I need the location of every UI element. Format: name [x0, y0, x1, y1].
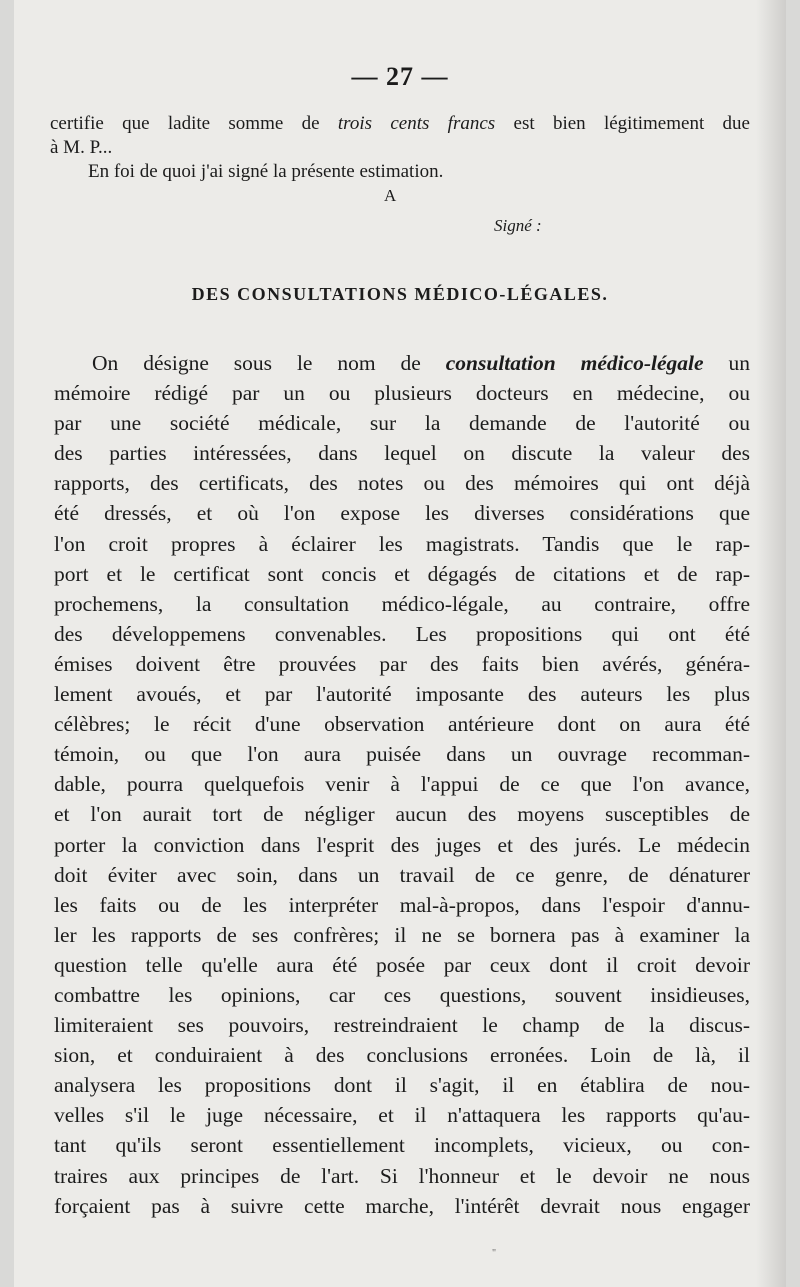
body-line: forçaient pas à suivre cette marche, l'intérêt devrait nous engager	[54, 1193, 750, 1218]
body-paragraph	[54, 348, 750, 1221]
certificate-line-2: à M. P...	[50, 137, 113, 158]
body-line: combattre les opinions, car ces questions, souvent insidieuses,	[54, 982, 750, 1007]
body-line: des développemens convenables. Les propositions qui ont été	[54, 621, 750, 646]
body-line: question telle qu'elle aura été posée par ceux dont il croit devoir	[54, 952, 750, 977]
body-line: doit éviter avec soin, dans un travail de ce genre, de dénaturer	[54, 862, 750, 887]
body-line: des parties intéressées, dans lequel on discute la valeur des	[54, 441, 750, 466]
text-span: certifie que ladite somme de	[50, 113, 338, 134]
body-line: les faits ou de les interpréter mal-à-propos, dans l'espoir d'annu-	[54, 892, 750, 917]
body-line: mémoire rédigé par un ou plusieurs docteurs en médecine, ou	[54, 381, 750, 406]
footer-mark: "	[492, 1248, 497, 1259]
body-line: analysera les propositions dont il s'agit, il en établira de nou-	[54, 1073, 750, 1098]
body-line: ler les rapports de ses confrères; il ne se bornera pas à examiner la	[54, 922, 750, 947]
body-line: tant qu'ils seront essentiellement incomplets, vicieux, ou con-	[54, 1133, 750, 1158]
body-line: été dressés, et où l'on expose les diverses considérations que	[54, 501, 750, 526]
a-mark: A	[384, 186, 397, 205]
body-line: l'on croit propres à éclairer les magistrats. Tandis que le rap-	[54, 531, 750, 556]
body-line: port et le certificat sont concis et dégagés de citations et de rap-	[54, 561, 750, 586]
body-line: rapports, des certificats, des notes ou des mémoires qui ont déjà	[54, 471, 750, 496]
italic-amount: trois cents francs	[337, 113, 496, 134]
body-line: prochemens, la consultation médico-légale, au contraire, offre	[54, 591, 750, 616]
certificate-line-3: En foi de quoi j'ai signé la présente estimation.	[88, 161, 444, 182]
document-page	[14, 0, 786, 1287]
certificate-line-1	[50, 112, 750, 136]
section-title: DES CONSULTATIONS MÉDICO-LÉGALES.	[191, 284, 609, 304]
italic-term: consultation médico-légale	[445, 351, 704, 375]
body-line: traires aux principes de l'art. Si l'honneur et le devoir ne nous	[54, 1163, 750, 1188]
text-span: On désigne sous le nom de	[92, 351, 446, 375]
body-line: porter la conviction dans l'esprit des juges et des jurés. Le médecin	[54, 832, 750, 857]
text-span: un	[703, 351, 750, 375]
certificate-ending	[50, 112, 750, 184]
body-line: sion, et conduiraient à des conclusions erronées. Loin de là, il	[54, 1043, 750, 1068]
body-line: célèbres; le récit d'une observation antérieure dont on aura été	[54, 712, 750, 737]
text-span: est bien légitimement due	[495, 113, 750, 134]
body-line: lement avoués, et par l'autorité imposante des auteurs les plus	[54, 682, 750, 707]
body-line: dable, pourra quelquefois venir à l'appui de ce que l'on avance,	[54, 772, 750, 797]
body-lines	[54, 378, 750, 1221]
body-line: par une société médicale, sur la demande de l'autorité ou	[54, 411, 750, 436]
body-line: limiteraient ses pouvoirs, restreindraient le champ de la discus-	[54, 1013, 750, 1038]
body-line: émises doivent être prouvées par des faits bien avérés, généra-	[54, 651, 750, 676]
signature-label: Signé :	[494, 216, 542, 235]
page-number: — 27 —	[351, 62, 449, 91]
body-line: et l'on aurait tort de négliger aucun des moyens susceptibles de	[54, 802, 750, 827]
body-line-first	[54, 348, 750, 378]
body-line: velles s'il le juge nécessaire, et il n'attaquera les rapports qu'au-	[54, 1103, 750, 1128]
body-line: témoin, ou que l'on aura puisée dans un ouvrage recomman-	[54, 742, 750, 767]
